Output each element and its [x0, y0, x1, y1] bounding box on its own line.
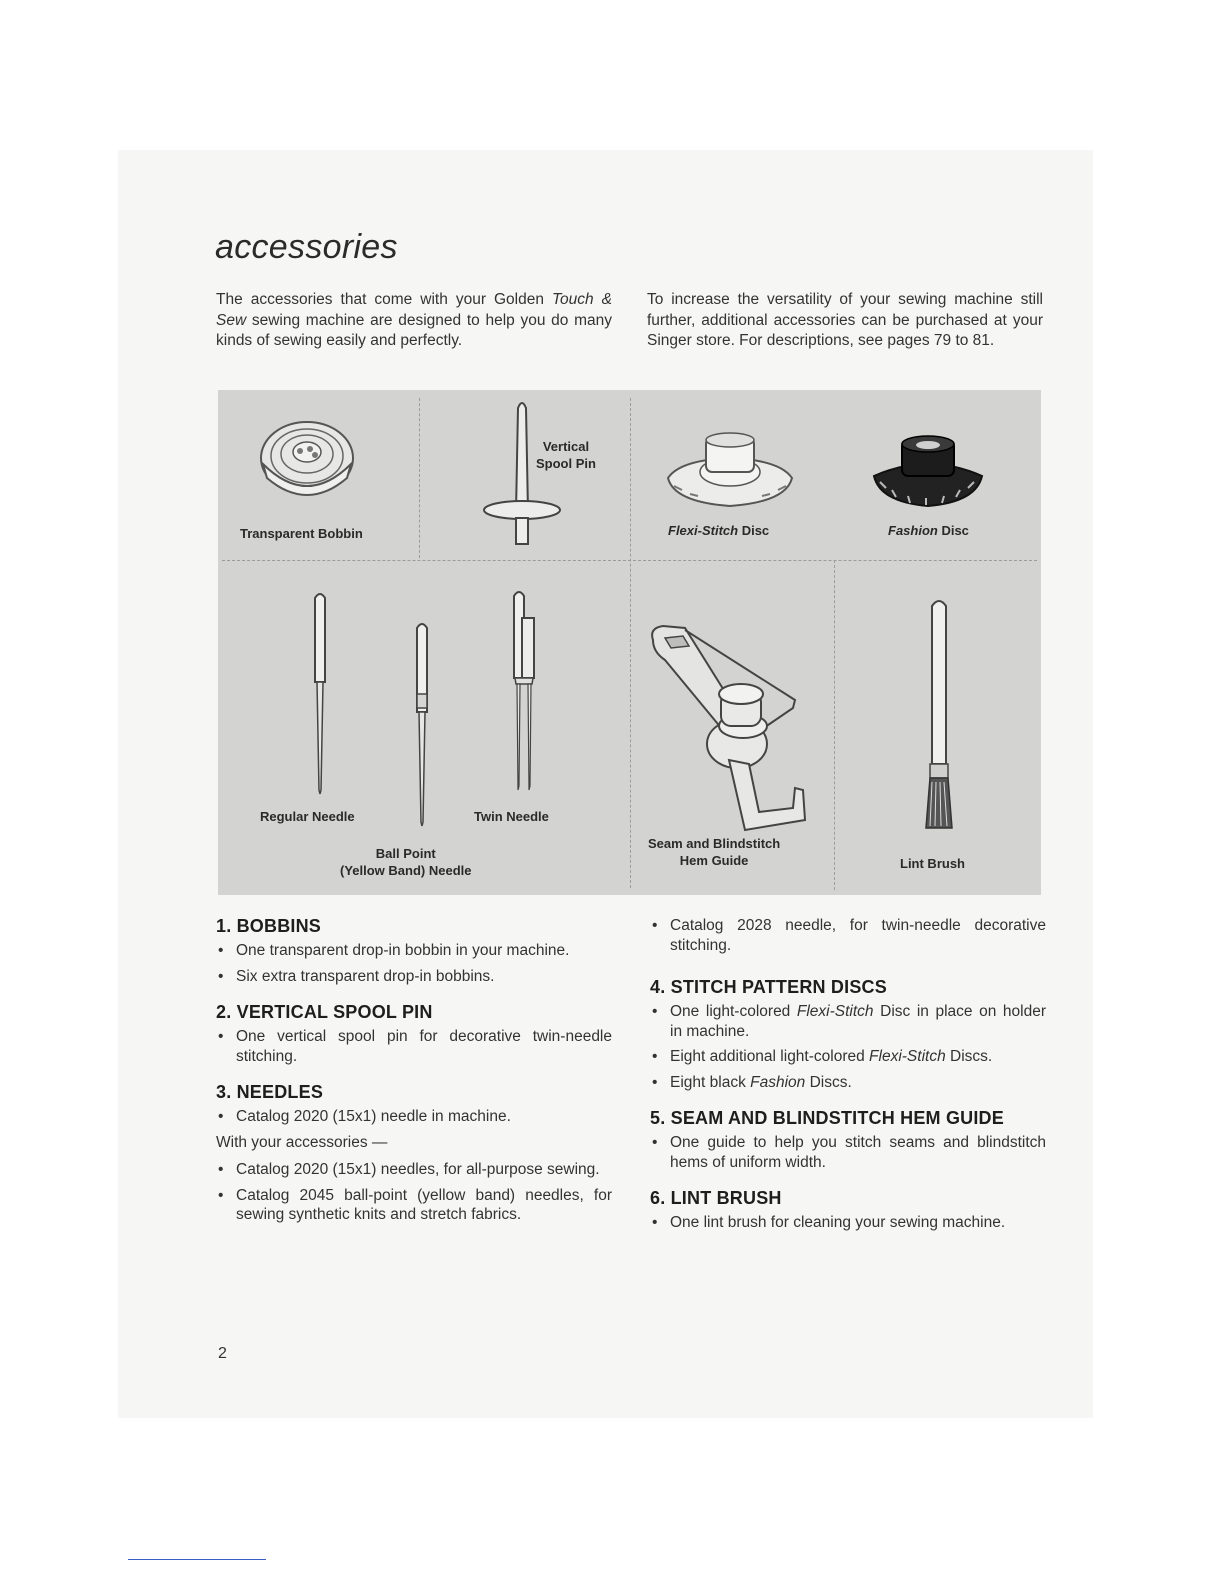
- section-heading: 3. NEEDLES: [216, 1082, 324, 1102]
- hem-guide-label-line: Hem Guide: [679, 853, 749, 868]
- list-item: • One vertical spool pin for decorative twin-needle stitching.: [216, 1027, 612, 1066]
- section-hem-guide: [650, 1108, 1046, 1172]
- ball-point-label-line: (Yellow Band) Needle: [340, 863, 472, 878]
- section-heading: 6. LINT BRUSH: [650, 1188, 782, 1208]
- list-item: • One guide to help you stitch seams and blindstitch hems of uniform width.: [650, 1133, 1046, 1172]
- page-number: 2: [218, 1345, 227, 1362]
- transparent-bobbin-illustration: [255, 412, 360, 512]
- flexi-stitch-disc-label: Flexi-Stitch Disc: [668, 523, 770, 538]
- twin-needle-illustration: [506, 588, 542, 798]
- intro-right-paragraph: To increase the versatility of your sewing machine still further, additional accessories can be purchased at your Singer store. For descriptions, see pages 79 to 81.: [647, 291, 1043, 349]
- list-item: • Eight additional light-colored Flexi-Stitch Discs.: [650, 1047, 1046, 1067]
- section-heading: 5. SEAM AND BLINDSTITCH HEM GUIDE: [650, 1108, 1004, 1128]
- section-lint-brush: [650, 1188, 1046, 1233]
- left-text-column: [216, 916, 612, 1241]
- section-spool-pin: [216, 1002, 612, 1066]
- list-item: • One light-colored Flexi-Stitch Disc in place on holder in machine.: [650, 1002, 1046, 1041]
- transparent-bobbin-label: Transparent Bobbin: [240, 526, 363, 541]
- panel-divider: [834, 560, 835, 890]
- footer-rule: [128, 1559, 266, 1560]
- needles-continued: [650, 916, 1046, 955]
- vertical-spool-pin-label: [536, 438, 596, 472]
- section-heading: 1. BOBBINS: [216, 916, 322, 936]
- right-text-column: [650, 916, 1046, 1249]
- list-item: • Eight black Fashion Discs.: [650, 1073, 1046, 1093]
- list-item: • Catalog 2028 needle, for twin-needle decorative stitching.: [650, 916, 1046, 955]
- list-item: • Six extra transparent drop-in bobbins.: [216, 967, 612, 987]
- regular-needle-illustration: [308, 590, 332, 796]
- hem-guide-label-line: Seam and Blindstitch: [648, 836, 781, 851]
- regular-needle-label: Regular Needle: [260, 809, 355, 824]
- ball-point-label-line: Ball Point: [375, 846, 436, 861]
- panel-divider: [222, 560, 1037, 561]
- spool-pin-label-line: Spool Pin: [536, 456, 596, 471]
- panel-divider: [419, 398, 420, 558]
- list-item: • One lint brush for cleaning your sewing machine.: [650, 1213, 1046, 1233]
- lint-brush-label: Lint Brush: [900, 856, 965, 871]
- lint-brush-illustration: [922, 596, 956, 832]
- section-needles: [216, 1082, 612, 1225]
- accessories-note: With your accessories —: [216, 1133, 388, 1151]
- section-heading: 4. STITCH PATTERN DISCS: [650, 977, 887, 997]
- ball-point-needle-label: [340, 845, 471, 879]
- ball-point-needle-illustration: [410, 620, 434, 830]
- section-stitch-pattern-discs: [650, 977, 1046, 1092]
- fashion-disc-label: Fashion Disc: [888, 523, 969, 538]
- hem-guide-illustration: [645, 620, 825, 838]
- panel-divider: [630, 398, 631, 888]
- spool-pin-label-line: Vertical: [542, 439, 590, 454]
- list-item: • Catalog 2020 (15x1) needles, for all-purpose sewing.: [216, 1160, 612, 1180]
- fashion-disc-illustration: [868, 432, 988, 512]
- section-heading: 2. VERTICAL SPOOL PIN: [216, 1002, 433, 1022]
- list-item: • Catalog 2020 (15x1) needle in machine.: [216, 1107, 612, 1127]
- list-item: • One transparent drop-in bobbin in your machine.: [216, 941, 612, 961]
- intro-left-paragraph: The accessories that come with your Golden Touch & Sew sewing machine are designed to help you do many kinds of sewing easily and perfectly.: [216, 291, 612, 349]
- flexi-stitch-disc-illustration: [660, 428, 800, 514]
- section-bobbins: [216, 916, 612, 986]
- twin-needle-label: Twin Needle: [474, 809, 549, 824]
- page-title: accessories: [215, 228, 398, 266]
- list-item: • Catalog 2045 ball-point (yellow band) needles, for sewing synthetic knits and stretch fabrics.: [216, 1186, 612, 1225]
- hem-guide-label: [648, 835, 780, 869]
- vertical-spool-pin-illustration: [480, 400, 570, 548]
